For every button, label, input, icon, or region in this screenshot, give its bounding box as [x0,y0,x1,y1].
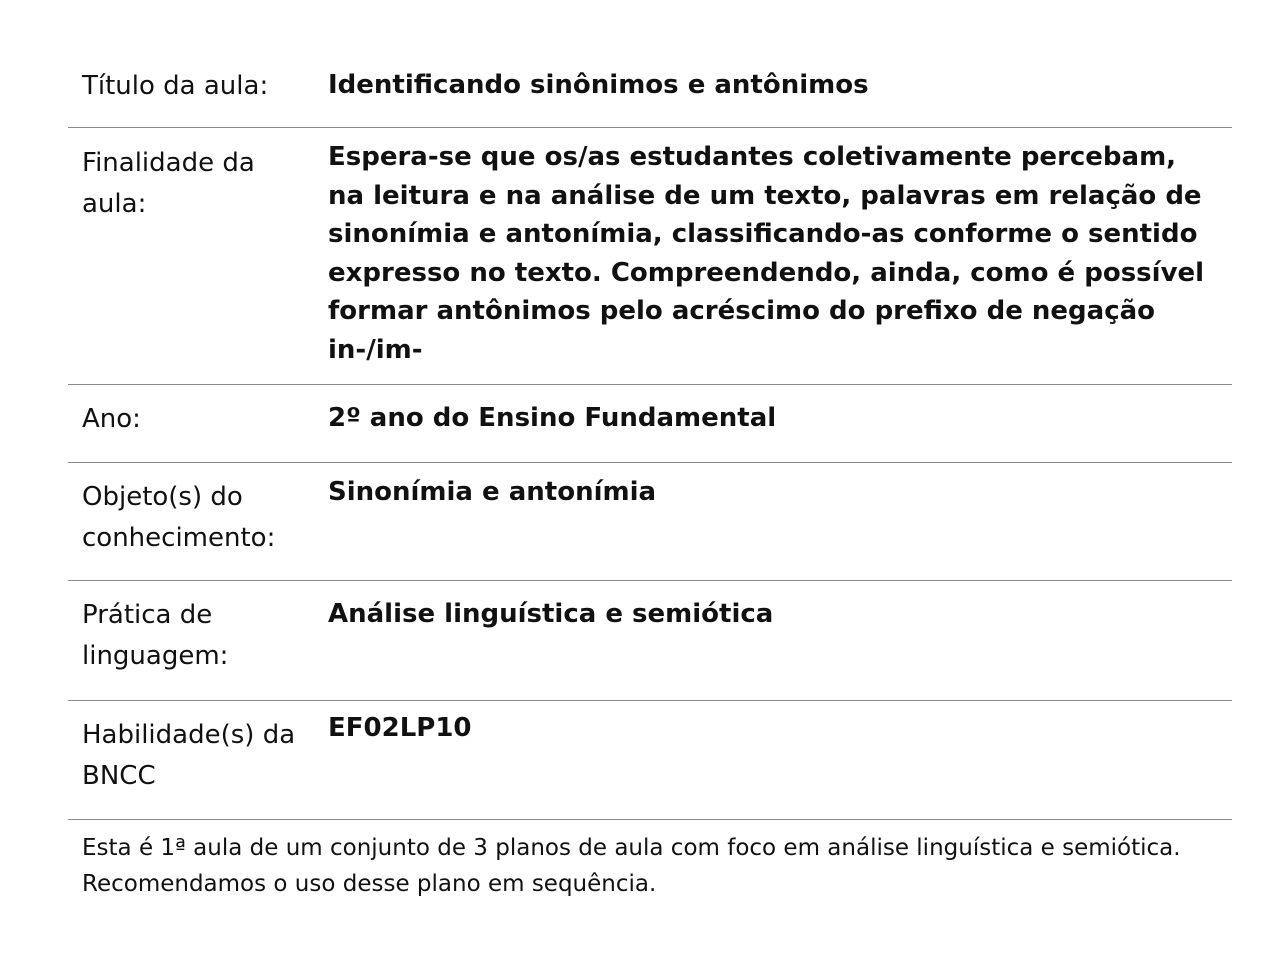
row-lesson-title [68,56,1232,128]
sequence-note-line-2: Recomendamos o uso desse plano em sequência. [82,871,657,897]
row-language-practice [68,581,1232,701]
language-practice-label: Prática de linguagem: [82,600,229,671]
language-practice-value: Análise linguística e semiótica [328,599,774,629]
bncc-skill-value: EF02LP10 [328,713,472,743]
row-school-year [68,385,1232,463]
lesson-goal-value: Espera-se que os/as estudantes coletivamente percebam, na leitura e na análise de um texto, palavras em relação de sinonímia e antonímia, classificando-as conforme o sentido expresso no texto. Compreendendo, ainda, como é possível formar antônimos pelo acréscimo do prefixo de negação in-/im- [328,142,1205,365]
sequence-note [68,820,1232,902]
lesson-info-table [68,56,1232,902]
row-knowledge-object [68,463,1232,581]
knowledge-object-value: Sinonímia e antonímia [328,477,657,507]
row-bncc-skill [68,701,1232,820]
lesson-title-value: Identificando sinônimos e antônimos [328,70,869,100]
knowledge-object-label: Objeto(s) do conhecimento: [82,482,276,553]
lesson-goal-label: Finalidade da aula: [82,148,255,219]
row-lesson-goal [68,128,1232,385]
lesson-title-label: Título da aula: [82,71,269,101]
school-year-value: 2º ano do Ensino Fundamental [328,403,777,433]
school-year-label: Ano: [82,404,141,434]
sequence-note-line-1: Esta é 1ª aula de um conjunto de 3 planos de aula com foco em análise linguística e semiótica. [82,835,1181,861]
bncc-skill-label: Habilidade(s) da BNCC [82,720,296,791]
